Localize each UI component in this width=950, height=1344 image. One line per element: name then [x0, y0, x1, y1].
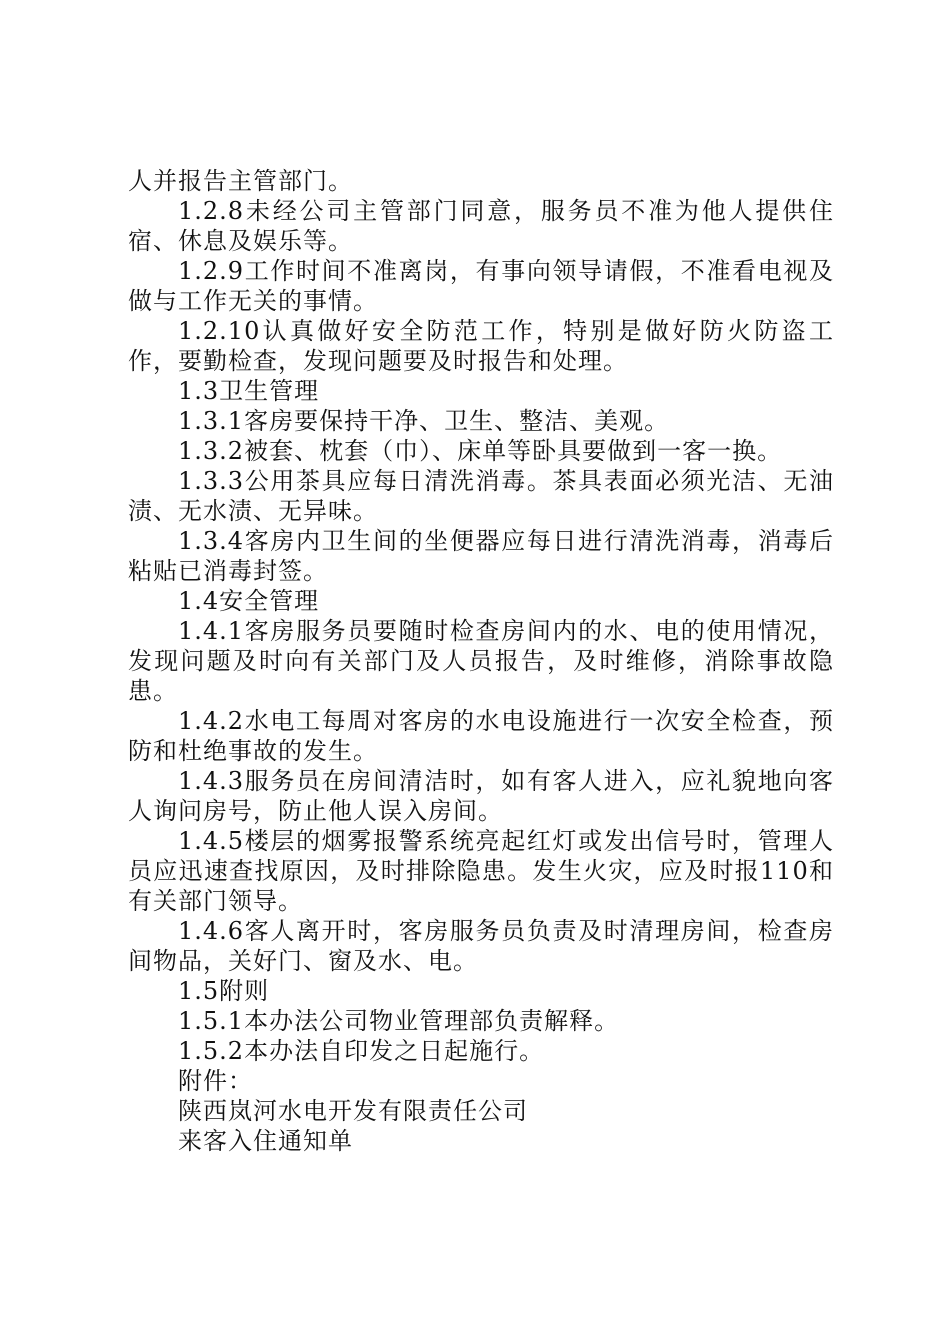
- company-name: 陕西岚河水电开发有限责任公司: [178, 1097, 528, 1125]
- paragraph-1-3-1: 1.3.1客房要保持干净、卫生、整洁、美观。: [178, 407, 670, 435]
- attachment-label: 附件：: [178, 1067, 253, 1095]
- section-heading-1-3: 1.3卫生管理: [178, 377, 320, 405]
- paragraph-1-2-8: 1.2.8未经公司主管部门同意，服务员不准为他人提供住宿、休息及娱乐等。: [128, 197, 834, 255]
- section-heading-1-5: 1.5附则: [178, 977, 270, 1005]
- paragraph-1-3-4: 1.3.4客房内卫生间的坐便器应每日进行清洗消毒，消毒后粘贴已消毒封签。: [128, 527, 834, 585]
- paragraph-1-4-3: 1.4.3服务员在房间清洁时，如有客人进入，应礼貌地向客人询问房号，防止他人误入房间。: [128, 767, 834, 825]
- paragraph-1-5-1: 1.5.1本办法公司物业管理部负责解释。: [178, 1007, 620, 1035]
- paragraph-1-3-3: 1.3.3公用茶具应每日清洗消毒。茶具表面必须光洁、无油渍、无水渍、无异味。: [128, 467, 834, 525]
- paragraph-1-4-5: 1.4.5楼层的烟雾报警系统亮起红灯或发出信号时，管理人员应迅速查找原因，及时排除隐患。发生火灾，应及时报110和有关部门领导。: [128, 827, 834, 915]
- paragraph-1-4-6: 1.4.6客人离开时，客房服务员负责及时清理房间，检查房间物品，关好门、窗及水、电。: [128, 917, 834, 975]
- paragraph-1-2-10: 1.2.10认真做好安全防范工作，特别是做好防火防盗工作，要勤检查，发现问题要及时报告和处理。: [128, 317, 834, 375]
- section-heading-1-4: 1.4安全管理: [178, 587, 320, 615]
- paragraph-continuation: 人并报告主管部门。: [128, 167, 353, 195]
- paragraph-1-4-2: 1.4.2水电工每周对客房的水电设施进行一次安全检查，预防和杜绝事故的发生。: [128, 707, 834, 765]
- paragraph-1-5-2: 1.5.2本办法自印发之日起施行。: [178, 1037, 545, 1065]
- paragraph-1-2-9: 1.2.9工作时间不准离岗，有事向领导请假，不准看电视及做与工作无关的事情。: [128, 257, 834, 315]
- paragraph-1-3-2: 1.3.2被套、枕套（巾）、床单等卧具要做到一客一换。: [178, 437, 783, 465]
- document-body: [128, 166, 834, 1156]
- paragraph-1-4-1: 1.4.1客房服务员要随时检查房间内的水、电的使用情况，发现问题及时向有关部门及人员报告，及时维修，消除事故隐患。: [128, 617, 834, 705]
- attachment-title: 来客入住通知单: [178, 1127, 353, 1155]
